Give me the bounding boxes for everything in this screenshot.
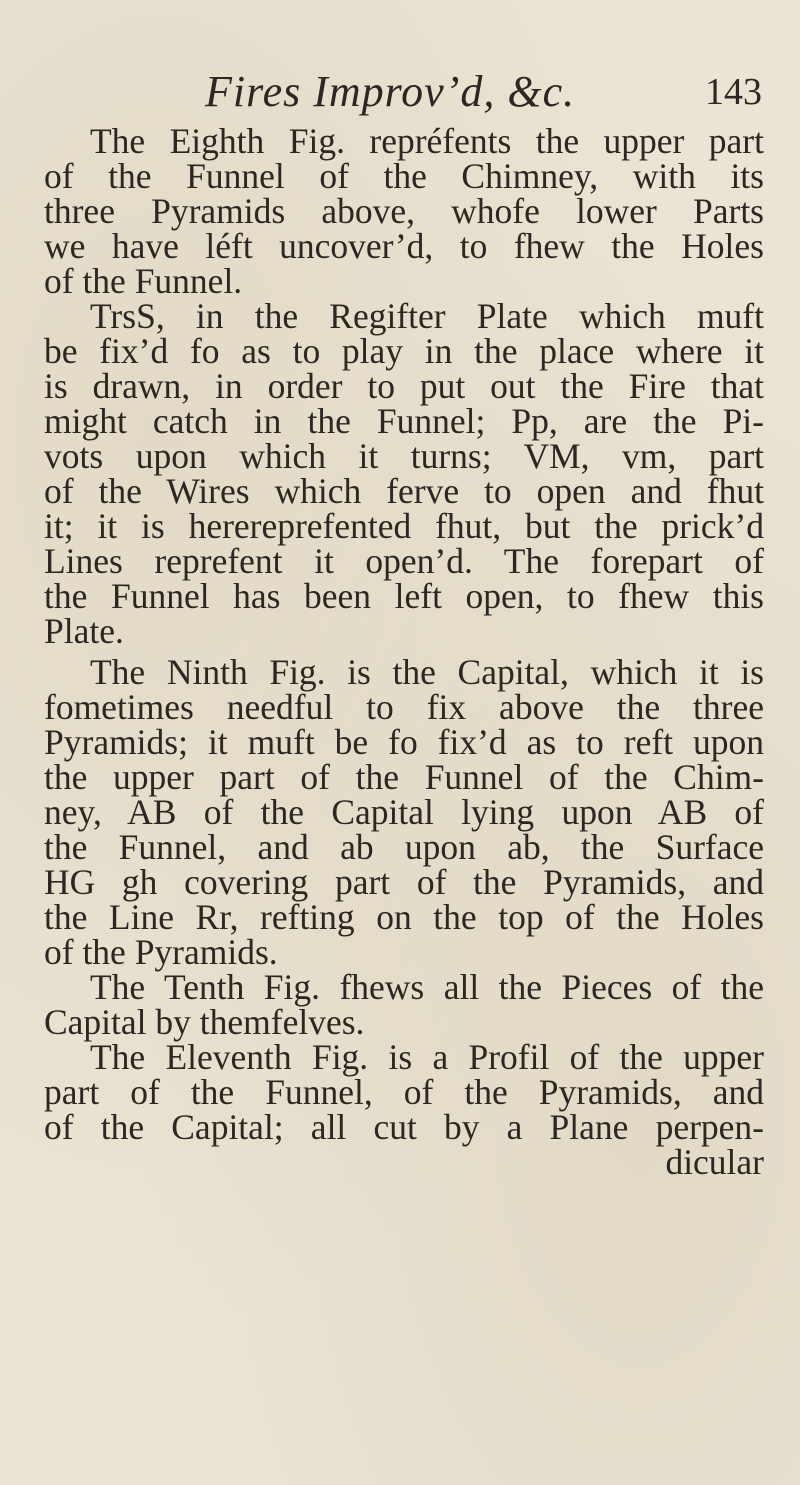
catchword: dicular bbox=[665, 1142, 764, 1182]
text-line: the Line Rr, refting on the top of the Holes bbox=[44, 897, 764, 937]
text-line: of the Wires which ferve to open and fhut bbox=[44, 471, 764, 511]
text-line: of the Funnel. bbox=[44, 261, 243, 301]
text-line: part of the Funnel, of the Pyramids, and bbox=[44, 1072, 764, 1112]
text-line: ney, AB of the Capital lying upon AB of bbox=[44, 792, 764, 832]
text-line: The Eighth Fig. repréfents the upper part bbox=[90, 121, 764, 161]
text-line: fometimes needful to fix above the three bbox=[44, 687, 764, 727]
text-line: be fix’d fo as to play in the place where it bbox=[44, 331, 764, 371]
text-line: the Funnel, and ab upon ab, the Surface bbox=[44, 827, 764, 867]
text-line: Pyramids; it muft be fo fix’d as to reft upon bbox=[44, 722, 764, 762]
text-line: The Tenth Fig. fhews all the Pieces of the bbox=[90, 967, 764, 1007]
text-line: Capital by themfelves. bbox=[44, 1002, 365, 1042]
running-head-title: Fires Improv’d, &c. bbox=[205, 67, 576, 116]
text-line: of the Capital; all cut by a Plane perpen- bbox=[44, 1107, 764, 1147]
text-line: The Ninth Fig. is the Capital, which it is bbox=[90, 652, 764, 692]
text-line: of the Funnel of the Chimney, with its bbox=[44, 156, 764, 196]
text-line: TrsS, in the Regifter Plate which muft bbox=[90, 296, 764, 336]
text-line: The Eleventh Fig. is a Profil of the upper bbox=[90, 1037, 764, 1077]
page-number: 143 bbox=[705, 71, 762, 113]
text-line: Plate. bbox=[44, 611, 124, 651]
body-text bbox=[44, 121, 764, 1182]
text-line: HG gh covering part of the Pyramids, and bbox=[44, 862, 764, 902]
text-line: it; it is herereprefented fhut, but the prick’d bbox=[44, 506, 764, 546]
text-line: Lines reprefent it open’d. The forepart of bbox=[44, 541, 764, 581]
text-line: three Pyramids above, whofe lower Parts bbox=[44, 191, 764, 231]
text-line: we have léft uncover’d, to fhew the Holes bbox=[44, 226, 764, 266]
text-line: vots upon which it turns; VM, vm, part bbox=[44, 436, 764, 476]
text-line: the upper part of the Funnel of the Chim- bbox=[44, 757, 764, 797]
running-head bbox=[0, 66, 800, 116]
text-line: might catch in the Funnel; Pp, are the Pi- bbox=[44, 401, 764, 441]
text-line: is drawn, in order to put out the Fire that bbox=[44, 366, 764, 406]
text-line: of the Pyramids. bbox=[44, 932, 278, 972]
text-line: the Funnel has been left open, to fhew this bbox=[44, 576, 764, 616]
